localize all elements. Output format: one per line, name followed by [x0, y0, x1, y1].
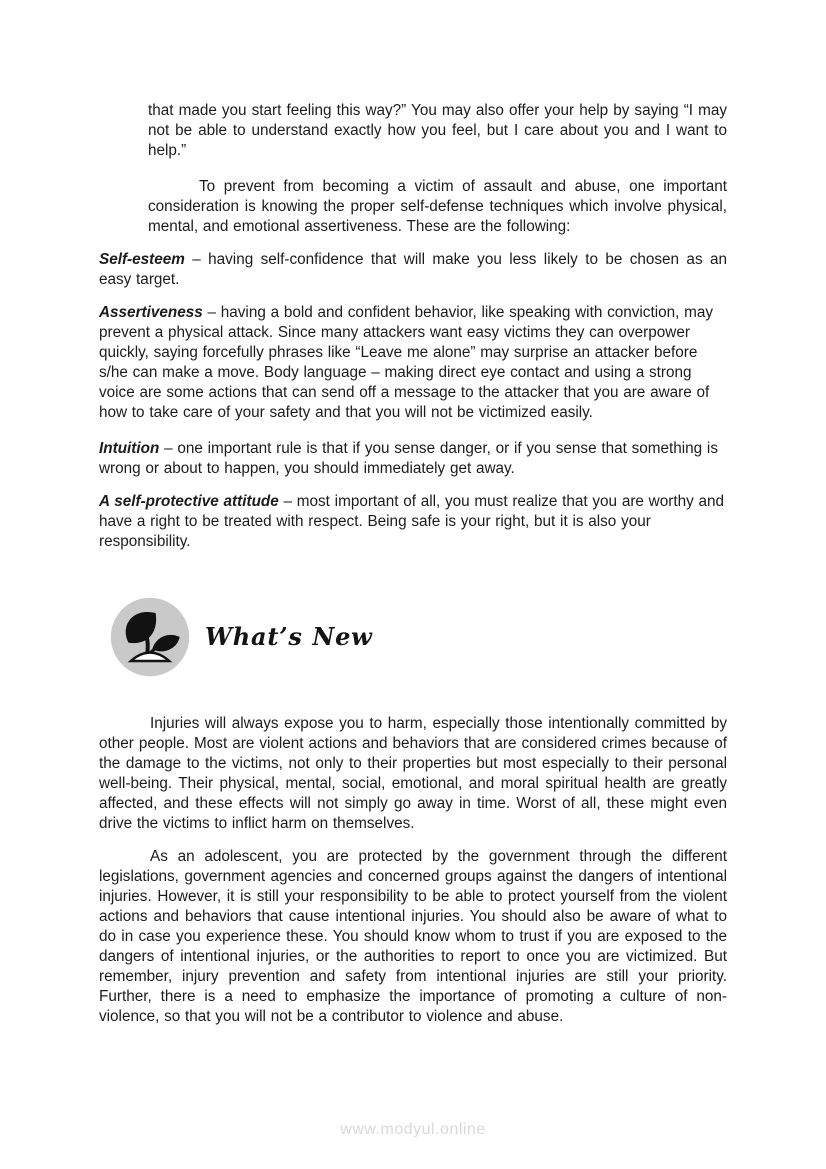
term-self-esteem: [99, 250, 727, 290]
term-definition: – having self-confidence that will make you less likely to be chosen as an easy target.: [99, 251, 727, 288]
term-label: Assertiveness: [99, 304, 203, 321]
term-definition: – having a bold and confident behavior, like speaking with conviction, may prevent a physical attack. Since many attackers want easy victims they can overpower quickly, saying forcefully phrases like “Leave me alone” may surprise an attacker before s/he can make a move. Body language – making direct eye contact and using a strong voice are some actions that can send off a message to the attacker that you are aware of how to take care of your safety and that you will not be victimized easily.: [99, 304, 714, 421]
watermark: www.modyul.online: [340, 1121, 486, 1138]
term-definition: – one important rule is that if you sense danger, or if you sense that something is wrong or about to happen, you should immediately get away.: [99, 440, 718, 477]
paragraph-adolescent: As an adolescent, you are protected by the government through the different legislations, government agencies and concerned groups against the dangers of intentional injuries. However, it is still your responsibility to be able to protect yourself from the violent actions and behaviors that cause intentional injuries. You should also be aware of what to do in case you experience these. You should know whom to trust if you are exposed to the dangers of intentional injuries, or the authorities to report to once you are victimized. But remember, injury prevention and safety from intentional injuries are still your priority. Further, there is a need to emphasize the importance of promoting a culture of non-violence, so that you will not be a contributor to violence and abuse.: [99, 848, 727, 1025]
term-label: Self-esteem: [99, 251, 185, 268]
paragraph-continuation: that made you start feeling this way?” You may also offer your help by saying “I may not be able to understand exactly how you feel, but I care about you and I want to help.”: [148, 102, 727, 159]
term-definition: – most important of all, you must realize that you are worthy and have a right to be treated with respect. Being safe is your right, but it is also your responsibility.: [99, 493, 724, 550]
whats-new-section-header: [110, 597, 727, 677]
term-label: Intuition: [99, 440, 160, 457]
term-label: A self-protective attitude: [99, 493, 279, 510]
section-title: What’s New: [205, 622, 373, 651]
term-intuition: [99, 439, 727, 479]
term-self-protective-attitude: [99, 492, 727, 552]
paragraph-prevent: To prevent from becoming a victim of assault and abuse, one important consideration is knowing the proper self-defense techniques which involve physical, mental, and emotional assertiveness. These are the following:: [148, 178, 727, 235]
seedling-icon: [110, 597, 190, 677]
document-content: [99, 101, 727, 1027]
paragraph-injuries: Injuries will always expose you to harm, especially those intentionally committed by other people. Most are violent actions and behaviors that are considered crimes because of the damage to the victims, not only to their properties but most especially to their personal well-being. Their physical, mental, social, emotional, and moral spiritual health are greatly affected, and these effects will not simply go away in time. Worst of all, these might even drive the victims to inflict harm on themselves.: [99, 715, 727, 832]
term-assertiveness: [99, 303, 727, 423]
